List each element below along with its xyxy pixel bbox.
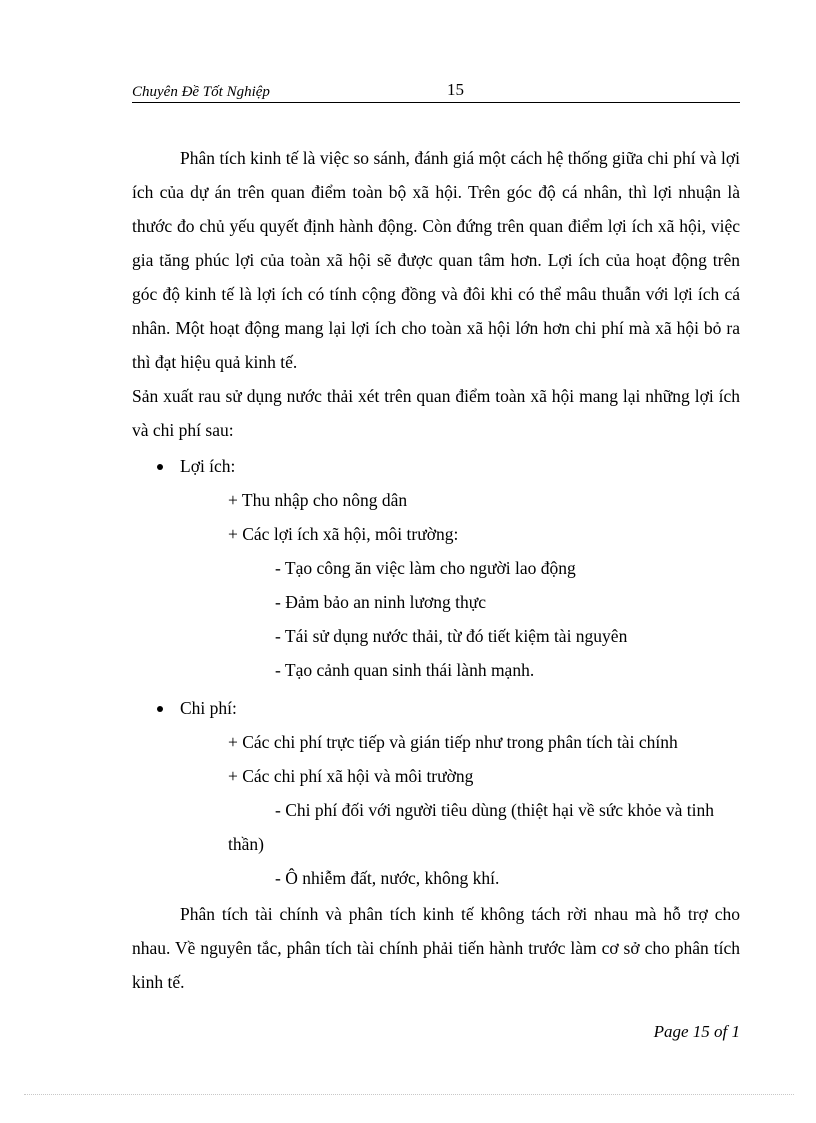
- benefits-item: + Các lợi ích xã hội, môi trường:: [228, 524, 459, 544]
- page-header: [132, 80, 740, 103]
- bullet-icon: [157, 464, 163, 470]
- paragraph-conclusion: Phân tích tài chính và phân tích kinh tế không tách rời nhau mà hỗ trợ cho nhau. Về nguyên tắc, phân tích tài chính phải tiến hành trước làm cơ sở cho phân tích kinh tế.: [132, 904, 740, 992]
- costs-subitem-continuation: thần): [228, 834, 264, 854]
- costs-item: + Các chi phí xã hội và môi trường: [228, 766, 474, 786]
- costs-subitem: - Chi phí đối với người tiêu dùng (thiệt hại về sức khỏe và tinh: [275, 800, 714, 820]
- page-bottom-divider: [24, 1094, 794, 1095]
- page-footer-label: Page 15 of 1: [653, 1022, 740, 1041]
- header-title: Chuyên Đề Tốt Nghiệp: [132, 84, 270, 100]
- costs-item: + Các chi phí trực tiếp và gián tiếp như trong phân tích tài chính: [228, 732, 678, 752]
- costs-label: Chi phí:: [180, 698, 237, 718]
- paragraph-economic-analysis: Phân tích kinh tế là việc so sánh, đánh giá một cách hệ thống giữa chi phí và lợi ích của dự án trên quan điểm toàn bộ xã hội. Trên góc độ cá nhân, thì lợi nhuận là thước đo chủ yếu quyết định hành động. Còn đứng trên quan điểm lợi ích xã hội, việc gia tăng phúc lợi của toàn xã hội sẽ được quan tâm hơn. Lợi ích của hoạt động trên góc độ kinh tế là lợi ích có tính cộng đồng và đôi khi có thể mâu thuẫn với lợi ích cá nhân. Một hoạt động mang lại lợi ích cho toàn xã hội lớn hơn chi phí mà xã hội bỏ ra thì đạt hiệu quả kinh tế.: [132, 148, 740, 372]
- paragraph-wastewater-intro: Sản xuất rau sử dụng nước thải xét trên quan điểm toàn xã hội mang lại những lợi ích và chi phí sau:: [132, 386, 740, 440]
- costs-subitem: - Ô nhiễm đất, nước, không khí.: [275, 868, 500, 888]
- bullet-icon: [157, 706, 163, 712]
- benefits-subitem: - Tái sử dụng nước thải, từ đó tiết kiệm tài nguyên: [275, 626, 628, 646]
- benefits-subitem: - Tạo cảnh quan sinh thái lành mạnh.: [275, 660, 535, 680]
- header-page-number: 15: [447, 80, 464, 99]
- benefits-subitem: - Tạo công ăn việc làm cho người lao động: [275, 558, 576, 578]
- benefits-label: Lợi ích:: [180, 456, 236, 476]
- benefits-subitem: - Đảm bảo an ninh lương thực: [275, 592, 486, 612]
- benefits-item: + Thu nhập cho nông dân: [228, 490, 408, 510]
